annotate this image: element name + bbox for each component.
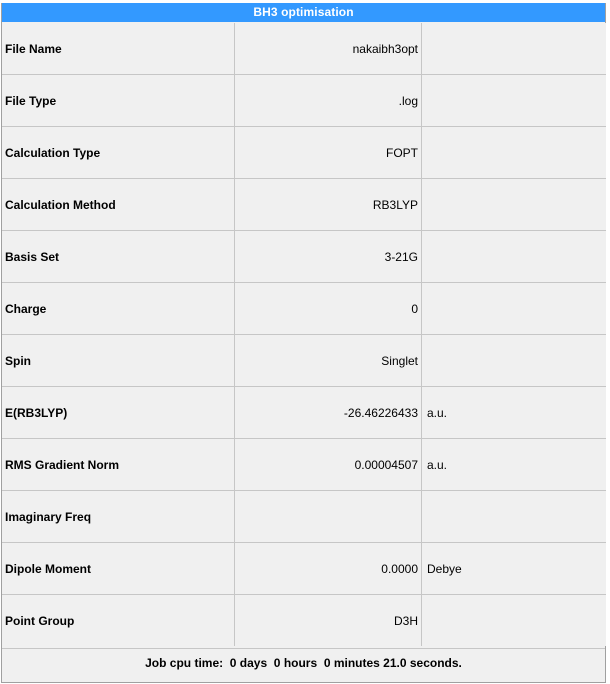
row-unit <box>422 335 607 387</box>
table-row <box>2 127 606 179</box>
row-label: Charge <box>2 283 235 335</box>
row-unit <box>422 127 607 179</box>
row-value: FOPT <box>235 127 422 179</box>
row-label: Dipole Moment <box>2 543 235 595</box>
row-label: RMS Gradient Norm <box>2 439 235 491</box>
row-value: .log <box>235 75 422 127</box>
row-unit <box>422 231 607 283</box>
table-row <box>2 491 606 543</box>
table-row <box>2 595 606 647</box>
table-row <box>2 231 606 283</box>
row-unit <box>422 283 607 335</box>
row-label: Calculation Type <box>2 127 235 179</box>
table-row <box>2 283 606 335</box>
job-cpu-time: Job cpu time: 0 days 0 hours 0 minutes 21.0 seconds. <box>2 648 605 677</box>
row-unit: Debye <box>422 543 607 595</box>
row-label: Basis Set <box>2 231 235 283</box>
row-value: 0.00004507 <box>235 439 422 491</box>
table-row <box>2 23 606 75</box>
row-label: Imaginary Freq <box>2 491 235 543</box>
row-unit: a.u. <box>422 439 607 491</box>
row-label: Spin <box>2 335 235 387</box>
row-value: 3-21G <box>235 231 422 283</box>
table-row <box>2 543 606 595</box>
row-unit <box>422 75 607 127</box>
row-label: File Type <box>2 75 235 127</box>
table-row <box>2 335 606 387</box>
row-value: 0.0000 <box>235 543 422 595</box>
row-unit <box>422 179 607 231</box>
row-value: nakaibh3opt <box>235 23 422 75</box>
row-label: E(RB3LYP) <box>2 387 235 439</box>
row-label: Point Group <box>2 595 235 647</box>
row-value: Singlet <box>235 335 422 387</box>
row-value: RB3LYP <box>235 179 422 231</box>
table-row <box>2 387 606 439</box>
row-value: 0 <box>235 283 422 335</box>
panel-title: BH3 optimisation <box>2 3 605 22</box>
row-label: Calculation Method <box>2 179 235 231</box>
row-unit: a.u. <box>422 387 607 439</box>
row-label: File Name <box>2 23 235 75</box>
row-value <box>235 491 422 543</box>
row-unit <box>422 491 607 543</box>
table-row <box>2 439 606 491</box>
row-value: -26.46226433 <box>235 387 422 439</box>
row-value: D3H <box>235 595 422 647</box>
table-row <box>2 179 606 231</box>
row-unit <box>422 595 607 647</box>
table-row <box>2 75 606 127</box>
row-unit <box>422 23 607 75</box>
properties-table <box>2 23 606 646</box>
